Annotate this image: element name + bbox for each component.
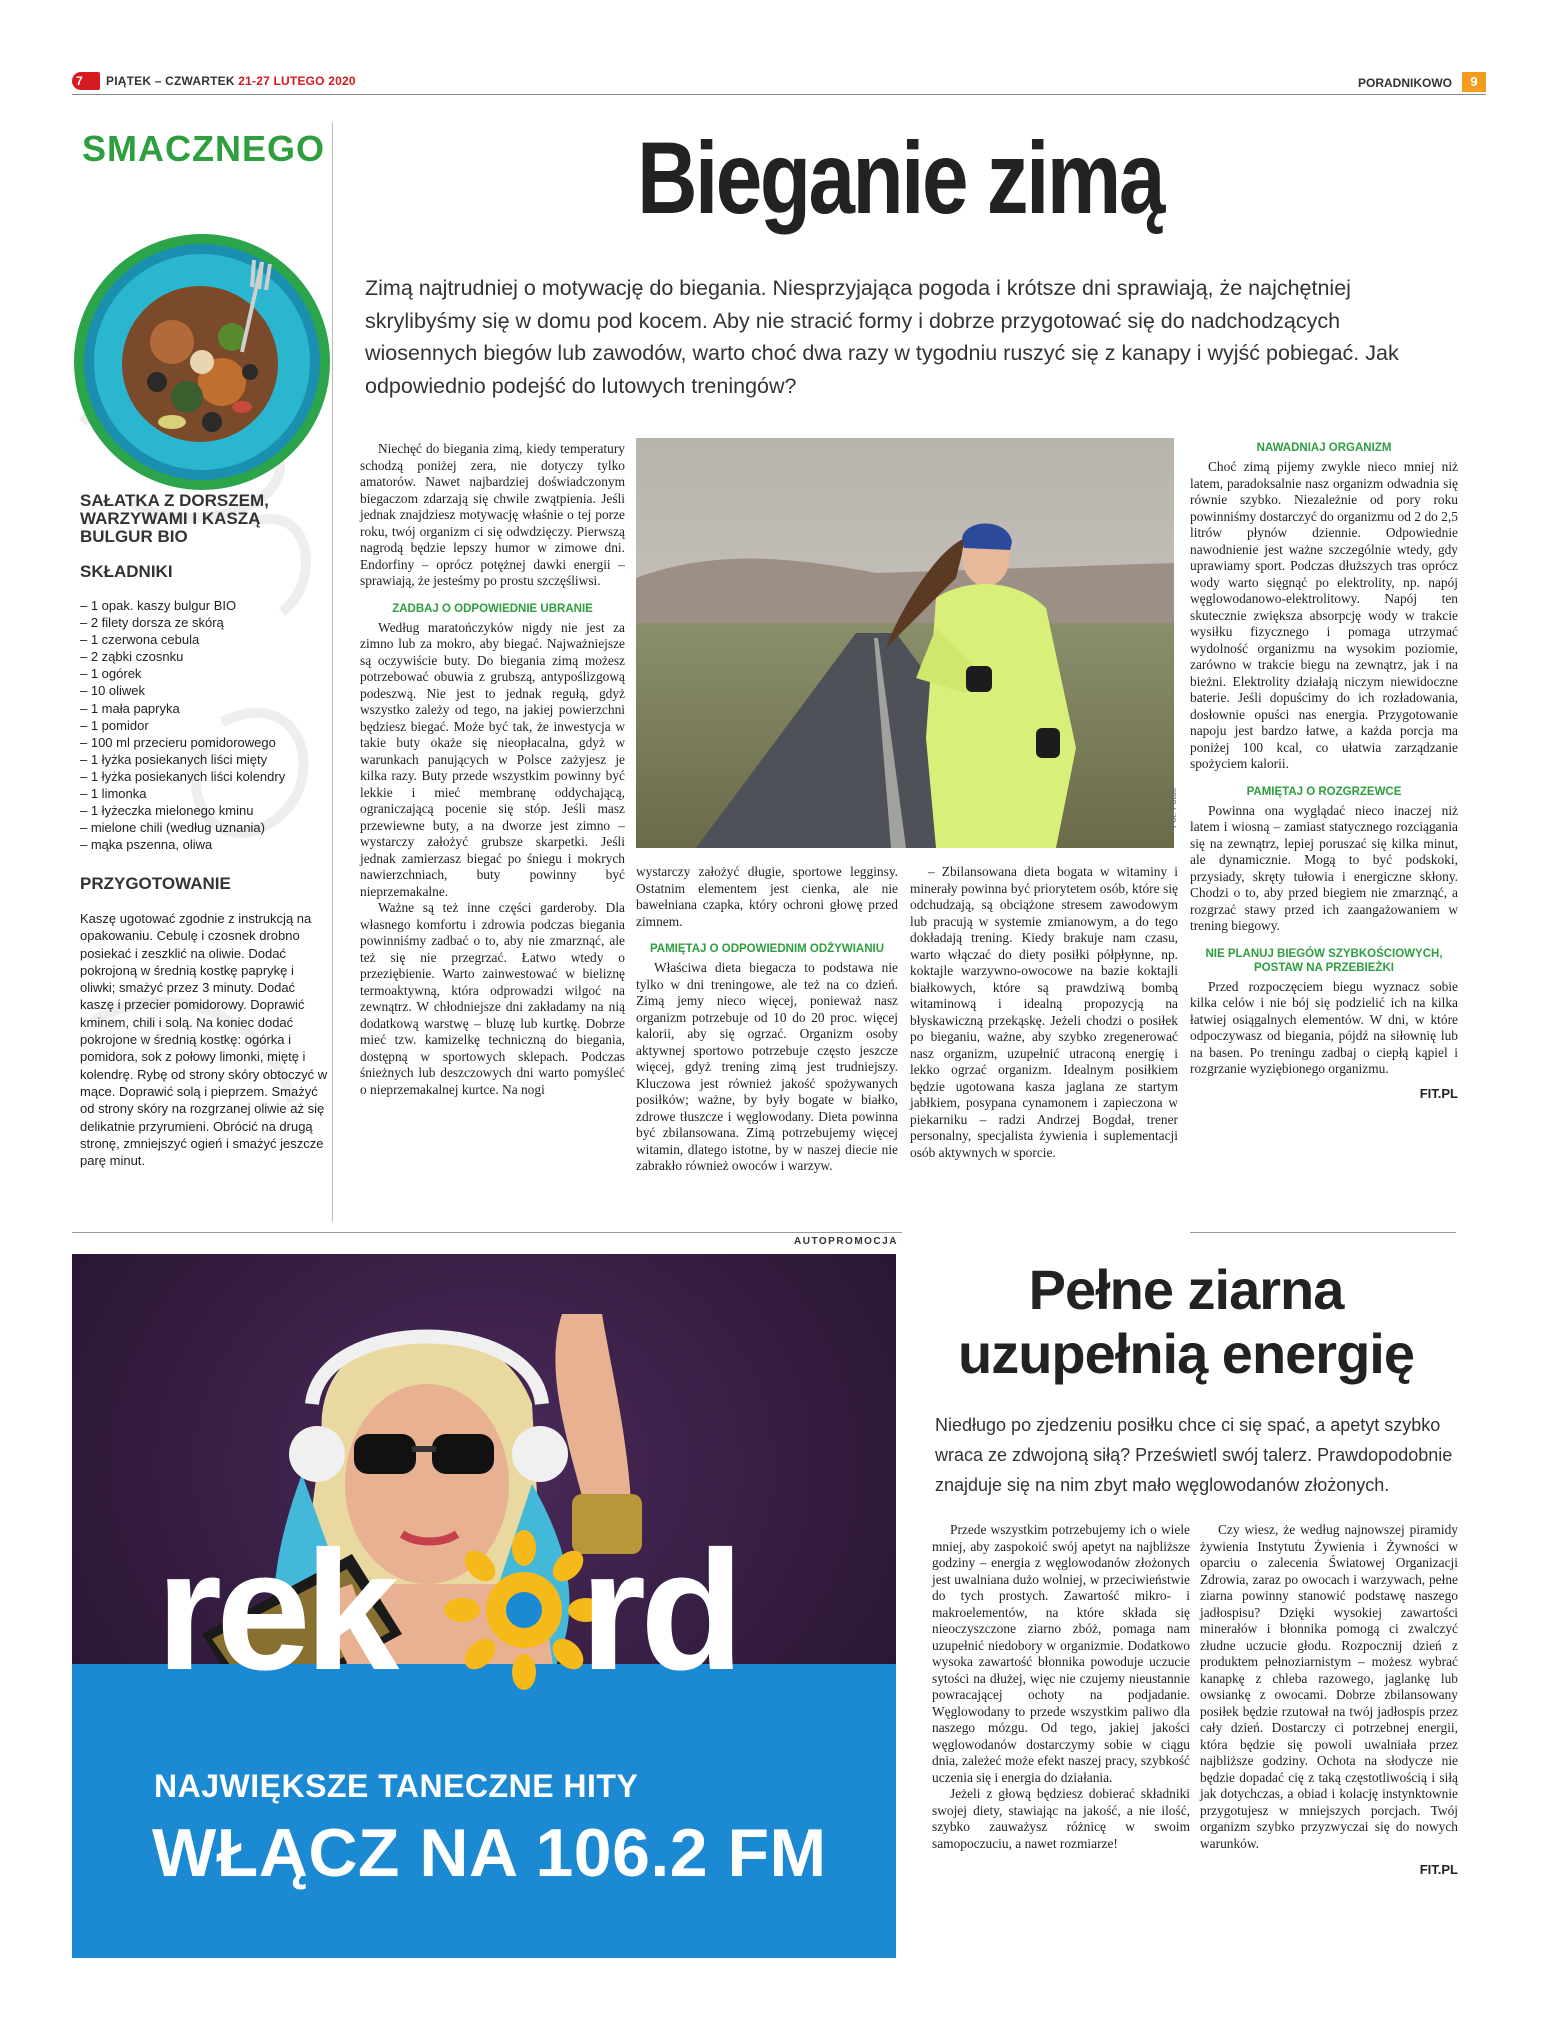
svg-text:rd: rd xyxy=(580,1516,738,1706)
preparation-text: Kaszę ugotować zgodnie z instrukcją na opakowaniu. Cebulę i czosnek drobno posiekać i zeszklić na oliwie. Dodać pokrojoną w średnią kostkę paprykę i oliwki; smażyć przez 3 minuty. Dodać kaszę i przecier pomidorowy. Doprawić kminem, chili i solą. Na koniec dodać pokrojone w średnią kostkę: ogórka i pomidora, sok z połowy limonki, miętę i kolendrę. Rybę od strony skóry obtoczyć w mące. Doprawić solą i pieprzem. Smażyć od strony skóry na rozgrzanej oliwie aż się delikatnie przyrumieni. Obrócić na drugą stronę, zmniejszyć ogień i smażyć jeszcze parę minut. xyxy=(80,911,328,1169)
paragraph: Według maratończyków nigdy nie jest za zimno lub za mokro, aby biegać. Najważniejsze są oczywiście buty. Do biegania zimą możesz potrzebować obuwia z grubszą, antypoślizgową podeszwą. Nie jest to jednak regułą, gdyż wszystko zależy od tego, na jakiej powierzchni będziesz biegać. Może być tak, że inwestycja w takie buty okaże się nieopłacalna, gdyż w warunkach panujących w Polsce zażyjesz je kilka razy. Buty przede wszystkim powinny być lekkie i mieć membranę oddychającą, ograniczającą pocenie się stóp. Jeśli masz przewiewne buty, a na dworze jest zimno – wystarczy założyć grubsze skarpetki. Jeśli jednak zamierzasz biegać po śniegu i mokrych nawierzchniach, buty powinny być nieprzemakalne. xyxy=(360,619,625,899)
photo-credit: Fot. Fotoli xyxy=(1168,788,1178,829)
paragraph: Właściwa dieta biegacza to podstawa nie tylko w dni treningowe, ale też na co dzień. Zimą jemy nieco więcej, ponieważ nasz organizm potrzebuje od 10 do 20 proc. więcej kalorii, aby się ogrzać. Organizm osoby aktywnej sportowo potrzebuje często jeszcze więcej, gdyż trening zimą jest trudniejszy. Kluczowa jest również jakość spożywanych posiłków; ważne, by były bogate w białko, zdrowe tłuszcze i węglowodany. Dieta powinna być zbilansowana. Zimą potrzebujemy więcej witamin, dlatego istotne, by w naszej diecie nie zabrakło również owoców i warzyw. xyxy=(636,960,898,1173)
paragraph: Powinna ona wyglądać nieco inaczej niż latem i wiosną – zamiast statycznego rozciągania się na zewnątrz, lepiej poruszać się kilka minut, ale dynamicznie. Mogą to być podskoki, przysiady, skręty tułowia i energiczne skłony. Chodzi o to, aby przed biegiem nie zmarznąć, a rozgrzać stawy przed ich zaangażowaniem w trening biegowy. xyxy=(1190,802,1458,933)
paragraph: Jeżeli z głową będziesz dobierać składniki swojej diety, stawiając na jakość, a nie ilość, szybko zauważysz różnicę w swoim samopoczuciu, a nawet rozmiarze! xyxy=(932,1786,1190,1851)
column-divider xyxy=(1190,1232,1456,1233)
article-column-4 xyxy=(1190,441,1458,1201)
article2-column-2 xyxy=(1200,1522,1458,1962)
subheading-nutrition: PAMIĘTAJ O ODPOWIEDNIM ODŻYWIANIU xyxy=(649,943,885,955)
issue-date xyxy=(106,74,356,88)
rekord-logo-icon xyxy=(72,1516,896,1724)
article-lead: Zimą najtrudniej o motywację do biegania. Niesprzyjająca pogoda i krótsze dni sprawiają, że najchętniej skrylibyśmy się w domu pod kocem. Aby nie stracić formy i dobrze przygotować się do nadchodzących wiosennych biegów lub zawodów, warto choć dwa razy w tygodniu ruszyć się z kanapy i wyjść pobiegać. Jak odpowiednio podejść do lutowych treningów? xyxy=(365,276,1399,398)
headline-line: Pełne ziarna xyxy=(1028,1258,1344,1321)
list-item: – 2 ząbki czosnku xyxy=(80,649,184,665)
list-item: – 1 łyżka posiekanych liści kolendry xyxy=(80,768,286,784)
paragraph: Czy wiesz, że według najnowszej piramidy żywienia Instytutu Żywienia i Żywności w oparciu o zalecenia Światowej Organizacji Zdrowia, zaraz po owocach i warzywach, pełne ziarna powinny stanowić podstawę naszego jadłospisu? Dzięki wysokiej zawartości minerałów i błonnika pomogą ci zwalczyć złudne uczucie głodu. Rozpocznij dzień z produktem pełnoziarnistym – możesz wybrać kanapkę z chleba razowego, jaglankę lub owsiankę z owocami. Dobrze zbilansowany posiłek będzie rzutował na twój jadłospis przez cały dzień. Dostarczy ci potrzebnej energii, która będzie się powoli uwalniała przez najbliższe godziny. Ochota na słodycze nie będzie dopadać cię z taką częstotliwością i siłą jak dotychczas, a obiad i kolację instynktownie przygotujesz w mniejszych porcjach. Twój organizm szybko przyzwyczai się do nowych warunków. xyxy=(1200,1522,1458,1851)
subheading-clothes: ZADBAJ O ODPOWIEDNIE UBRANIE xyxy=(392,602,593,615)
recipe-sidebar xyxy=(72,122,342,1222)
section-divider xyxy=(72,1232,902,1233)
list-item: – 100 ml przecieru pomidorowego xyxy=(80,734,276,750)
paragraph: – Zbilansowana dieta bogata w witaminy i minerały powinna być priorytetem osób, które się odchudzają, są obciążone stresem zawodowym lub pracują w systemie zmianowym, a do tego dokładają trening. Kiedy brakuje nam czasu, warto włączać do diety posiłki półpłynne, np. koktajle warzywno-owocowe na bazie koktajli białkowych, które są prawdziwą bombą witaminową i idealną propozycją na błyskawiczną przekąskę. Jeżeli chodzi o posiłek po bieganiu, ważne, aby szybko zregenerować nasz organizm, uzupełnić utraconą energię i lekko ogrzać organizm. Idealnym posiłkiem będzie ugotowana kasza jaglana ze startym jabłkiem, posypana cynamonem i zapieczona w piekarniku – radzi Andrzej Bogdał, trener personalny, specjalista żywienia i suplementacji osób aktywnych w sporcie. xyxy=(910,864,1178,1160)
article2-source: FIT.PL xyxy=(1419,1862,1458,1877)
section-name: PORADNIKOWO xyxy=(1358,76,1452,90)
runner-photo-image xyxy=(636,438,1174,848)
issue-dates: 21-27 LUTEGO 2020 xyxy=(238,74,356,88)
list-item: – 1 mała papryka xyxy=(80,700,180,716)
ingredients-list xyxy=(80,597,330,853)
ad-frequency: WŁĄCZ NA 106.2 FM xyxy=(152,1815,827,1891)
issue-days: PIĄTEK – CZWARTEK xyxy=(106,74,235,88)
paragraph: Przed rozpoczęciem biegu wyznacz sobie kilka celów i nie bój się podzielić ich na kilka łatwiej osiągalnych elementów. W dni, w które odpoczywasz od biegania, pójdź na siłownię lub na basen. Po treningu zadbaj o ciepłą kąpiel i rozgrzanie wyziębionego organizmu. xyxy=(1190,978,1458,1076)
radio-ad[interactable] xyxy=(72,1254,896,1958)
subheading-hydration: NAWADNIAJ ORGANIZM xyxy=(1256,442,1392,454)
article2-headline xyxy=(916,1258,1456,1386)
promo-label: AUTOPROMOCJA xyxy=(794,1236,898,1247)
header-divider xyxy=(72,94,1486,95)
page-header xyxy=(72,72,1486,94)
article-column-3 xyxy=(910,864,1178,1224)
list-item: – mielone chili (według uznania) xyxy=(80,820,265,836)
ingredients-heading: SKŁADNIKI xyxy=(80,562,173,581)
article-column-2 xyxy=(636,864,898,1224)
paragraph: Niechęć do biegania zimą, kiedy temperatury schodzą poniżej zera, nie dotyczy tylko amatorów. Nawet najbardziej doświadczonym biegaczom zdarzają się chwile zwątpienia. Jeśli jednak znajdziesz motywację właśnie o tej porze roku, twój organizm ci się odwdzięczy. Pierwszą nagrodą będzie lepszy humor w zimowe dni. Endorfiny – oprócz potężnej dawki energii – sprawiają, że jesteśmy po prostu szczęśliwsi. xyxy=(360,441,625,588)
list-item: – 10 oliwek xyxy=(80,683,146,699)
article-headline: Bieganie zimą xyxy=(637,121,1163,235)
paragraph: Przede wszystkim potrzebujemy ich o wiele mniej, aby zaspokoić swój apetyt na najbliższe godziny – energia z węglowodanów złożonych jest uwalniana dużo wolniej, w przeciwieństwie do tych prostych. Zawartość mikro- i makroelementów, na które składa się nieoczyszczone ziarno zbóż, pomaga nam uzupełnić niedobory w organizmie. Dodatkowo wysoka zawartość błonnika powoduje uczucie sytości na dłużej, więc nie czujemy nieustannie powracającej ochoty na podjadanie. Węglowodany to przede wszystkim paliwo dla naszego mózgu. Od tego, jakiej jakości węglowodanów dostarczymy sobie w ciągu dnia, zależeć może efekt naszej pracy, szybkość uczenia się i energia do działania. xyxy=(932,1522,1190,1785)
article2-lead: Niedługo po zjedzeniu posiłku chce ci się spać, a apetyt szybko wraca ze zdwojoną siłą? Prześwietl swój talerz. Prawdopodobnie znajduje się na nim zbyt mało węglowodanów złożonych. xyxy=(935,1415,1453,1495)
paragraph: Ważne są też inne części garderoby. Dla własnego komfortu i zdrowia podczas biegania powinniśmy zadbać o to, aby nie zmarznąć, ale też się nie przegrzać. Łatwo wtedy o przeziębienie. Warto zainwestować w bieliznę termoaktywną, która odprowadzi wilgoć na zewnątrz. W chłodniejsze dni zakładamy na nią dodatkową warstwę – bluzę lub kurtkę. Dobrze mieć tzw. kamizelkę techniczną do biegania, dostępną w sportowych sklepach. Podczas śnieżnych lub deszczowych dni warto pomyśleć o nieprzemakalnej kurtce. Na nogi xyxy=(360,900,625,1097)
headline-line: uzupełnią energię xyxy=(958,1322,1414,1385)
list-item: – 1 opak. kaszy bulgur BIO xyxy=(80,598,237,613)
page-number: 9 xyxy=(1462,72,1486,92)
list-item: – 2 filety dorsza ze skórą xyxy=(80,615,224,631)
sidebar-title: SMACZNEGO xyxy=(82,128,325,169)
salad-plate-photo xyxy=(72,232,332,492)
article-source: FIT.PL xyxy=(1419,1085,1458,1101)
list-item: – 1 limonka xyxy=(80,786,147,802)
list-item: – mąka pszenna, oliwa xyxy=(80,837,213,853)
list-item: – 1 łyżka posiekanych liści mięty xyxy=(80,751,268,767)
paragraph: Choć zimą pijemy zwykle nieco mniej niż latem, paradoksalnie nasz organizm odwadnia się równie szybko. Niezależnie od pory roku powinniśmy dostarczyć do organizmu od 2 do 2,5 litrów płynów dziennie. Odpowiednie nawodnienie jest ważne szczególnie wtedy, gdy uprawiamy sport. Podczas dłuższych tras oprócz wody warto sięgnąć po elektrolity, np. napój węglowodanowo-elektrolitowy. Napój ten skutecznie zwiększa absorpcję wody w trakcie wysiłku fizycznego i pomaga utrzymać wydolność organizmu na wysokim poziomie, zarówno w trakcie biegu na zewnątrz, jak i na bieżni. Elektrolity działają niczym niewidoczne baterie. Jeśli dopuścimy do ich rozładowania, dosłownie opuści nas energia. Przygotowanie napoju jest bardzo łatwe, a każda porcja ma poniżej 100 kcal, co ułatwia zarządzanie spożyciem kalorii. xyxy=(1190,459,1458,771)
newspaper-logo: 7 xyxy=(72,72,100,90)
subheading-warmup: PAMIĘTAJ O ROZGRZEWCE xyxy=(1246,785,1402,798)
article2-column-1 xyxy=(932,1522,1190,1962)
svg-text:rek: rek xyxy=(156,1516,394,1706)
paragraph: wystarczy założyć długie, sportowe legginsy. Ostatnim elementem jest cienka, ale nie bawełniana czapka, który ochroni głowę przed zimnem. xyxy=(636,864,898,929)
subheading-speed: NIE PLANUJ BIEGÓW SZYBKOŚCIOWYCH, POSTAW NA PRZEBIEŻKI xyxy=(1205,947,1443,974)
ad-tagline: NAJWIĘKSZE TANECZNE HITY xyxy=(154,1768,639,1804)
runner-photo xyxy=(636,438,1178,848)
list-item: – 1 łyżeczka mielonego kminu xyxy=(80,803,254,819)
recipe-title: SAŁATKA Z DORSZEM, WARZYWAMI I KASZĄ BULGUR BIO xyxy=(80,491,269,546)
preparation-heading: PRZYGOTOWANIE xyxy=(80,874,231,893)
list-item: – 1 czerwona cebula xyxy=(80,632,200,648)
article-column-1 xyxy=(360,441,625,1223)
list-item: – 1 ogórek xyxy=(80,666,142,682)
list-item: – 1 pomidor xyxy=(80,717,149,733)
